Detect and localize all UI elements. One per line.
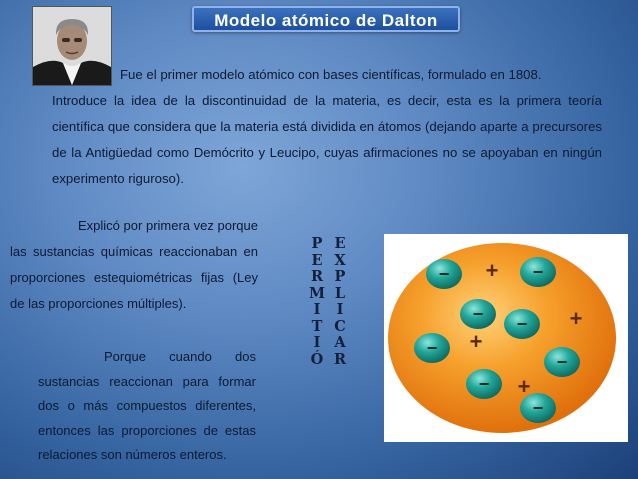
minus-sign: − <box>426 338 438 358</box>
electron <box>414 333 450 363</box>
electron <box>504 309 540 339</box>
intro-paragraph <box>52 62 602 192</box>
electron <box>460 299 496 329</box>
letter: R <box>333 350 347 368</box>
letter: P <box>311 235 323 252</box>
minus-sign: − <box>478 374 490 394</box>
letter: I <box>336 301 344 318</box>
letter: I <box>313 301 321 318</box>
plus-sign: + <box>485 258 499 283</box>
minus-sign: − <box>438 264 450 284</box>
letter: P <box>334 268 346 285</box>
plus-sign: + <box>517 374 531 399</box>
electron <box>426 259 462 289</box>
electron <box>520 257 556 287</box>
plus-sign: + <box>569 306 583 331</box>
letter: E <box>311 251 323 269</box>
minus-sign: − <box>516 314 528 334</box>
intro-body: Introduce la idea de la discontinuidad de la materia, es decir, esta es la primera teoría científica que considera que la materia está dividida en átomos (dejando aparte a precursores de la Antigüedad como Demócrito y Leucipo, cuyas afirmaciones no se apoyaban en ningún experimento riguroso). <box>52 93 602 186</box>
reason-paragraph: Porque cuando dos sustancias reaccionan para formar dos o más compuestos diferentes, entonces las proporciones de estas relaciones son números enteros. <box>38 349 256 462</box>
minus-sign: − <box>532 398 544 418</box>
intro-first-line: Fue el primer modelo atómico con bases científicas, formulado en 1808. <box>120 67 542 82</box>
letter: E <box>334 235 346 252</box>
minus-sign: − <box>532 262 544 282</box>
slide-title: Modelo atómico de Dalton <box>192 6 460 32</box>
plus-sign: + <box>469 329 483 354</box>
letter: I <box>313 334 321 351</box>
atom-diagram <box>384 234 628 442</box>
letter: C <box>334 317 346 335</box>
electron <box>466 369 502 399</box>
letter: R <box>310 268 324 285</box>
minus-sign: − <box>556 352 568 372</box>
atom-model-panel <box>384 234 628 442</box>
minus-sign: − <box>472 304 484 324</box>
letter: M <box>309 284 326 302</box>
letter: L <box>334 284 346 302</box>
letter: A <box>334 334 346 351</box>
vertical-word-permitio <box>309 236 325 368</box>
letter: Ó <box>310 350 324 368</box>
electron <box>544 347 580 377</box>
letter: X <box>334 251 346 269</box>
letter: T <box>311 317 323 335</box>
vertical-word-explicar <box>332 236 348 368</box>
explanation-paragraph: Explicó por primera vez porque las sustancias químicas reaccionaban en proporciones estequiométricas fijas (Ley de las proporciones múltiples). <box>10 218 258 311</box>
